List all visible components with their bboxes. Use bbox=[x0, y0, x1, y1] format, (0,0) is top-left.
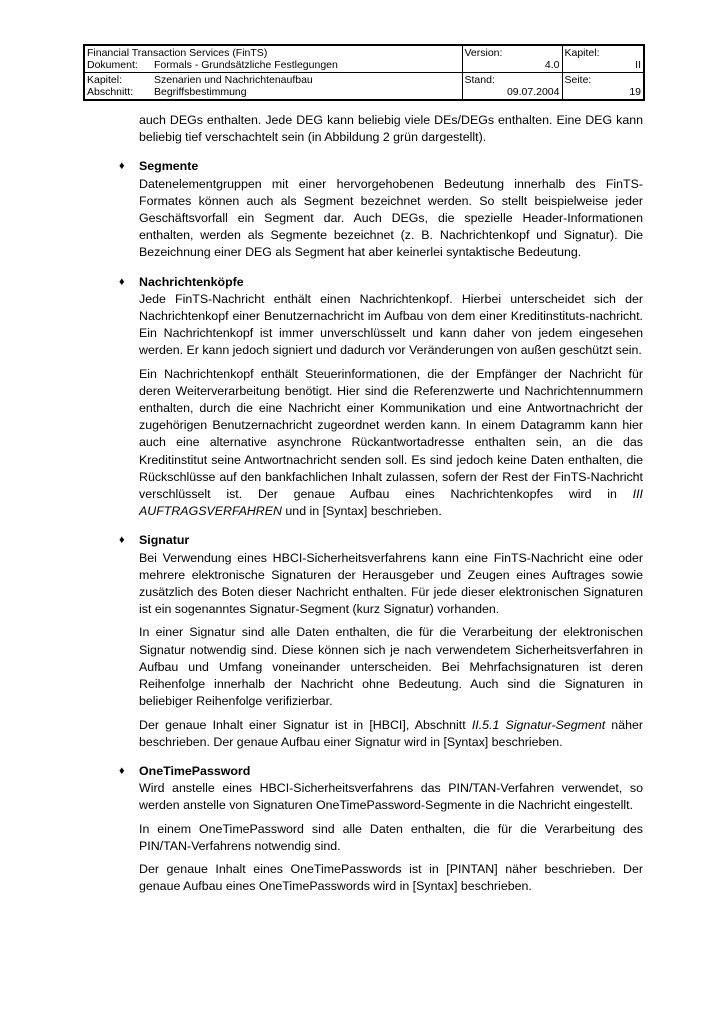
section-title-nachrichtenkoepfe: Nachrichtenköpfe bbox=[139, 274, 244, 289]
version-value: 4.0 bbox=[544, 59, 560, 71]
text-span: Ein Nachrichtenkopf enthält Steuerinformationen, die der Empfänger der Nachricht für deren Weiterverarbeitung benötigt. Hier sind die Referenzwerte und Nachrichtennummern enthalten, durch die eine Nachricht einer Kommunikation und eine Antwortnachricht der zugehörigen Benutzernachricht zugeordnet werden kann. In einem Datagramm kann hier auch eine alternative asynchrone Rückantwortadresse enthalten sein, an die das Kreditinstitut seine Antwortnachricht senden soll. Es sind jedoch keine Daten enthalten, die Rückschlüsse auf den bankfachlichen Inhalt zulassen, sofern der Rest der FinTS-Nachricht verschlüsselt ist. Der genaue Aufbau eines Nachrichtenkopfes wird in bbox=[139, 366, 643, 502]
dokument-value: Formals - Grundsätzliche Festlegungen bbox=[154, 59, 338, 71]
stand-value: 09.07.2004 bbox=[506, 86, 560, 98]
header-chapter-cell bbox=[84, 73, 462, 101]
bullet-diamond-icon: ♦ bbox=[119, 534, 125, 547]
kapitel2-label: Kapitel: bbox=[87, 74, 123, 86]
header-stand-cell bbox=[462, 73, 562, 101]
otp-paragraph-3: Der genaue Inhalt eines OneTimePasswords ist in [PINTAN] näher beschrieben. Der genaue Aufbau eines OneTimePasswords wird in [Syntax] beschrieben. bbox=[139, 861, 643, 894]
abschnitt-label: Abschnitt: bbox=[87, 86, 134, 98]
bullet-diamond-icon: ♦ bbox=[119, 764, 125, 777]
header-version-cell bbox=[462, 45, 562, 73]
signatur-paragraph-3 bbox=[139, 717, 643, 751]
otp-paragraph-2: In einem OneTimePassword sind alle Daten enthalten, die für die Verarbeitung des PIN/TAN-Verfahrens notwendig sind. bbox=[139, 821, 643, 853]
section-onetimepassword bbox=[117, 763, 643, 895]
kapitel2-value: Szenarien und Nachrichtenaufbau bbox=[154, 74, 313, 86]
nachrichtenkoepfe-paragraph-2 bbox=[139, 366, 643, 521]
text-span: und in [Syntax] beschrieben. bbox=[281, 504, 442, 519]
section-title-onetimepassword: OneTimePassword bbox=[139, 763, 251, 778]
header-seite-cell bbox=[562, 73, 644, 101]
abschnitt-value: Begriffsbestimmung bbox=[154, 86, 247, 98]
bullet-diamond-icon: ♦ bbox=[119, 275, 125, 288]
intro-paragraph: auch DEGs enthalten. Jede DEG kann beliebig viele DEs/DEGs enthalten. Eine DEG kann beliebig tief verschachtelt sein (in Abbildung 2 grün dargestellt). bbox=[139, 113, 643, 145]
document-body bbox=[117, 112, 643, 895]
reference-auftragsverfahren: III AUFTRAGSVERFAHREN bbox=[139, 487, 643, 519]
nachrichtenkoepfe-paragraph-1: Jede FinTS-Nachricht enthält einen Nachrichtenkopf. Hierbei unterscheidet sich der Nachrichtenkopf einer Benutzernachricht im Aufbau von dem einer Kreditinstituts-nachricht. Ein Nachrichtenkopf ist immer unverschlüsselt und kann daher von jedem eingesehen werden. Er kann jedoch signiert und dadurch vor Veränderungen von außen geschützt sein. bbox=[139, 291, 643, 358]
text-span: näher beschrieben. Der genaue Aufbau einer Signatur wird in [Syntax] beschrieben. bbox=[139, 717, 644, 749]
seite-label: Seite: bbox=[564, 74, 592, 86]
version-label: Version: bbox=[464, 47, 503, 59]
segmente-paragraph: Datenelementgruppen mit einer hervorgehobenen Bedeutung innerhalb des FinTS-Formates können auch als Segment bezeichnet werden. So stellt beispielweise jeder Geschäftsvorfall ein Segment dar. Auch DEGs, die spezielle Header-Informationen enthalten, werden als Segmente bezeichnet (z. B. Nachrichtenkopf und Signatur). Die Bezeichnung einer DEG als Segment hat aber keinerlei syntaktische Bedeutung. bbox=[139, 176, 643, 260]
reference-signatur-segment: II.5.1 Signatur-Segment bbox=[471, 717, 606, 732]
otp-paragraph-1: Wird anstelle eines HBCI-Sicherheitsverfahrens das PIN/TAN-Verfahren verwendet, so werden anstelle von Signaturen OneTimePassword-Segmente in die Nachricht eingestellt. bbox=[139, 781, 643, 813]
stand-label: Stand: bbox=[464, 74, 495, 86]
header-document-cell bbox=[84, 45, 462, 73]
signatur-paragraph-2: In einer Signatur sind alle Daten enthalten, die für die Verarbeitung der elektronischen Signatur notwendig sind. Diese können sich je nach verwendetem Sicherheitsverfahren in Aufbau und Umfang voneinander unterscheiden. Bei Mehrfachsignaturen ist deren Reihenfolge innerhalb der Nachricht ohne Bedeutung. Auch sind die Signaturen in beliebiger Reihenfolge verifizierbar. bbox=[139, 625, 643, 709]
kapitel-value: II bbox=[635, 59, 641, 71]
signatur-paragraph-1: Bei Verwendung eines HBCI-Sicherheitsverfahrens kann eine FinTS-Nachricht eine oder mehrere elektronische Signaturen der Herausgeber und Zeugen eines Auftrages sowie zusätzlich des Boten dieser Nachricht enthalten. Für jede dieser elektronischen Signaturen ist ein sogenanntes Signatur-Segment (kurz Signatur) vorhanden. bbox=[139, 550, 643, 617]
section-nachrichtenkoepfe bbox=[117, 274, 643, 521]
section-segmente bbox=[117, 158, 643, 261]
header-title: Financial Transaction Services (FinTS) bbox=[87, 47, 268, 59]
document-header bbox=[83, 44, 645, 101]
seite-value: 19 bbox=[629, 86, 641, 98]
header-kapitel-cell bbox=[562, 45, 644, 73]
bullet-diamond-icon: ♦ bbox=[119, 160, 125, 173]
text-span: Der genaue Inhalt einer Signatur ist in [HBCI], Abschnitt bbox=[139, 717, 472, 732]
kapitel-label: Kapitel: bbox=[564, 47, 600, 59]
dokument-label: Dokument: bbox=[87, 59, 138, 71]
section-title-segmente: Segmente bbox=[139, 159, 199, 174]
section-title-signatur: Signatur bbox=[139, 533, 190, 548]
section-signatur bbox=[117, 532, 643, 750]
